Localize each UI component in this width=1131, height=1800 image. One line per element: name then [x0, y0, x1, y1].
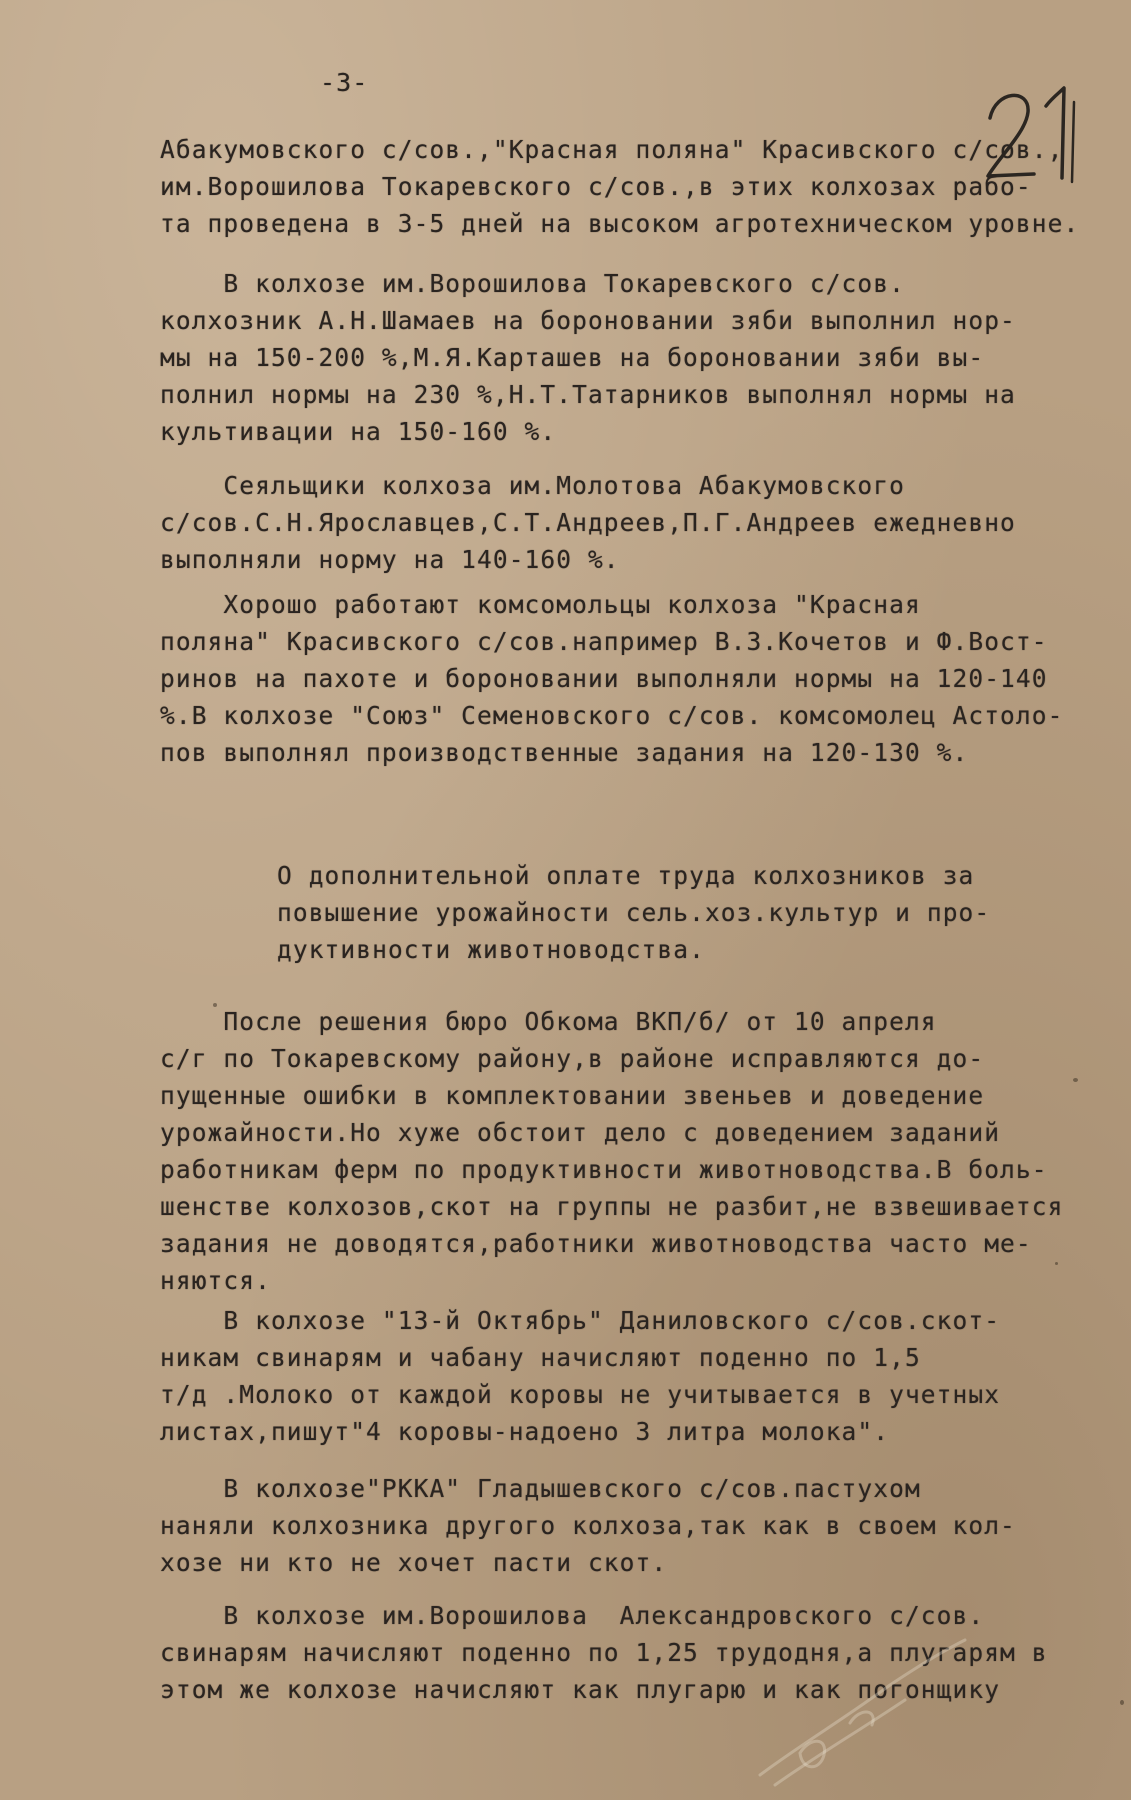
paper-speck — [1073, 1078, 1078, 1082]
paper-speck — [1055, 1262, 1058, 1265]
page-number: -3- — [320, 68, 369, 97]
section-heading: О дополнительной оплате труда колхозников за повышение урожайности сель.хоз.культур и про- дуктивности животноводства. — [277, 861, 991, 964]
archive-watermark-stamp — [740, 1625, 980, 1795]
paragraph-komsomol-workers: Хорошо работают комсомольцы колхоза "Красная поляна" Красивского с/сов.например В.З.Кочетов и Ф.Вост- ринов на пахоте и бороновании выполняли нормы на 120-140 %.В колхозе "Союз" Семеновского с/сов. комсомолец Астоло- пов выполнял производственные задания на 120-130 %. — [160, 590, 1064, 767]
paragraph-voroshilov-kolkhoz: В колхозе им.Ворошилова Токаревского с/сов. колхозник А.Н.Шамаев на бороновании зяби выполнил нор- мы на 150-200 %,М.Я.Карташев на бороновании зяби вы- полнил нормы на 230 %,Н.Т.Татарников выполнял нормы на культивации на 150-160 %. — [160, 269, 1016, 446]
paragraph-molotov-kolkhoz: Сеяльщики колхоза им.Молотова Абакумовского с/сов.С.Н.Ярославцев,С.Т.Андреев,П.Г.Андреев ежедневно выполняли норму на 140-160 %. — [160, 471, 1016, 574]
paragraph-rkka-kolkhoz: В колхозе"РККА" Гладышевского с/сов.пастухом наняли колхозника другого колхоза,так как в своем кол- хозе ни кто не хочет пасти скот. — [160, 1474, 1016, 1577]
paragraph-obkom-decision: После решения бюро Обкома ВКП/б/ от 10 апреля с/г по Токаревскому району,в районе исправляются до- пущенные ошибки в комплектовании звеньев и доведение урожайности.Но хуже обстоит дело с доведением заданий работникам ферм по продуктивности животноводства.В боль- шенстве колхозов,скот на группы не разбит,не взвешивается задания не доводятся,работники животноводства часто ме- няются. — [160, 1007, 1064, 1295]
paper-speck — [1120, 1700, 1124, 1705]
paragraph-voroshilov-alexandrovsky: В колхозе им.Ворошилова Александровского с/сов. свинарям начисляют поденно по 1,25 трудодня,а плугарям в этом же колхозе начисляют как плугарю и как погонщику — [160, 1601, 1048, 1704]
paper-speck — [213, 1003, 217, 1007]
paragraph-intro: Абакумовского с/сов.,"Красная поляна" Красивского с/сов., им.Ворошилова Токаревского с/сов.,в этих колхозах рабо- та проведена в 3-5 дней на высоком агротехническом уровне. — [160, 135, 1080, 238]
paragraph-13-october-kolkhoz: В колхозе "13-й Октябрь" Даниловского с/сов.скот- никам свинарям и чабану начисляют поденно по 1,5 т/д .Молоко от каждой коровы не учитывается в учетных листах,пишут"4 коровы-надоено 3 литра молока". — [160, 1306, 1001, 1446]
